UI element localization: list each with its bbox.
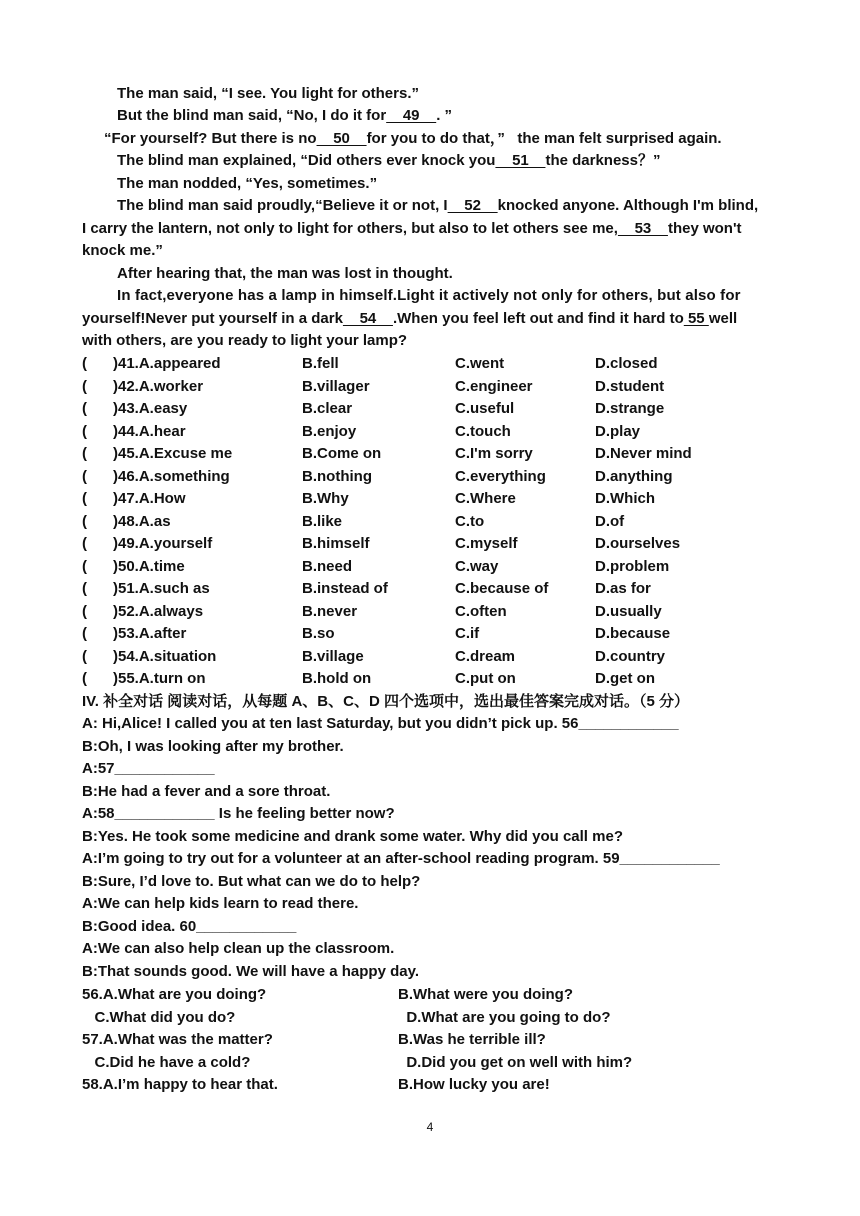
story-line — [104, 129, 722, 149]
question-option-b: B.himself — [302, 535, 370, 552]
question-option-c: C.dream — [455, 647, 516, 665]
question-option-d: D.closed — [595, 355, 658, 372]
question-option-b: B.Come on — [302, 445, 382, 462]
dialogue-line: A:58____________ Is he feeling better now? — [82, 805, 395, 822]
question-option-a: )53.A.after — [113, 625, 187, 642]
option-left: 57.A.What was the matter? — [82, 1031, 273, 1048]
story-text: . ” — [436, 107, 453, 124]
story-line: with others, are you ready to light your lamp? — [82, 332, 408, 349]
question-option-a: )44.A.hear — [113, 422, 186, 440]
blank-51: 51 — [495, 152, 546, 169]
question-option-b: B.instead of — [302, 580, 388, 597]
option-right: B.What were you doing? — [398, 986, 573, 1003]
question-option-a: )52.A.always — [113, 602, 204, 620]
question-option-c: C.because of — [455, 580, 549, 597]
dialogue-line: B:Sure, I’d love to. But what can we do to help? — [82, 872, 421, 890]
dialogue-line: A: Hi,Alice! I called you at ten last Saturday, but you didn’t pick up. 56____________ — [82, 715, 679, 732]
option-right: B.How lucky you are! — [398, 1076, 550, 1093]
question-option-b: B.like — [302, 512, 343, 530]
question-option-d: D.strange — [595, 400, 665, 417]
answer-paren: ( — [82, 400, 87, 417]
answer-paren: ( — [82, 355, 87, 372]
option-left: C.What did you do? — [82, 1008, 236, 1026]
question-option-c: C.touch — [455, 422, 511, 440]
blank-55: 55 — [683, 310, 709, 327]
question-option-a: )47.A.How — [113, 490, 186, 507]
story-line: In fact,everyone has a lamp in himself.Light it actively not only for others, but also for — [117, 287, 741, 304]
question-option-c: C.useful — [455, 400, 515, 417]
answer-paren: ( — [82, 647, 87, 665]
question-option-a: )46.A.something — [113, 467, 230, 485]
question-option-b: B.village — [302, 647, 364, 665]
answer-paren: ( — [82, 445, 87, 462]
question-option-b: B.enjoy — [302, 422, 357, 440]
question-option-a: )49.A.yourself — [113, 535, 213, 552]
story-line — [117, 151, 661, 171]
question-option-a: )43.A.easy — [113, 400, 188, 417]
question-option-b: B.clear — [302, 400, 353, 417]
story-text: yourself!Never put yourself in a dark — [82, 310, 343, 327]
option-left: 58.A.I’m happy to hear that. — [82, 1076, 278, 1093]
dialogue-line: B:Oh, I was looking after my brother. — [82, 737, 344, 755]
story-line — [82, 309, 737, 329]
story-text: for you to do that，” the man felt surprised again. — [366, 130, 722, 147]
question-option-c: C.if — [455, 625, 480, 642]
question-option-a: )45.A.Excuse me — [113, 445, 233, 462]
question-option-c: C.engineer — [455, 377, 533, 395]
question-option-b: B.never — [302, 602, 358, 620]
question-option-c: C.put on — [455, 670, 516, 687]
dialogue-line: B:That sounds good. We will have a happy day. — [82, 962, 419, 980]
answer-paren: ( — [82, 535, 87, 552]
question-option-d: D.anything — [595, 467, 673, 485]
question-option-d: D.as for — [595, 580, 651, 597]
question-option-c: C.Where — [455, 490, 516, 507]
question-option-d: D.problem — [595, 557, 670, 575]
answer-paren: ( — [82, 557, 87, 575]
story-line — [117, 196, 758, 216]
story-text: knocked anyone. Although I'm blind, — [497, 197, 759, 214]
question-option-b: B.Why — [302, 490, 349, 507]
answer-paren: ( — [82, 670, 87, 687]
option-right: D.Did you get on well with him? — [398, 1053, 633, 1071]
dialogue-line: B:He had a fever and a sore throat. — [82, 782, 331, 800]
question-option-c: C.myself — [455, 535, 518, 552]
question-option-c: C.I'm sorry — [455, 445, 533, 462]
answer-paren: ( — [82, 422, 87, 440]
story-line: After hearing that, the man was lost in thought. — [117, 265, 453, 282]
option-left: 56.A.What are you doing? — [82, 986, 267, 1003]
question-option-b: B.so — [302, 625, 335, 642]
question-option-d: D.usually — [595, 602, 662, 620]
question-option-b: B.need — [302, 557, 353, 575]
question-option-d: D.Never mind — [595, 445, 692, 462]
question-option-d: D.get on — [595, 670, 655, 687]
question-option-c: C.often — [455, 602, 507, 620]
story-line: The man nodded, “Yes, sometimes.” — [117, 175, 378, 192]
answer-paren: ( — [82, 580, 87, 597]
dialogue-line: A:I’m going to try out for a volunteer at an after-school reading program. 59____________ — [82, 850, 720, 867]
story-line: knock me.” — [82, 242, 163, 259]
blank-53: 53 — [617, 220, 668, 237]
question-option-d: D.of — [595, 512, 625, 530]
story-text: the darkness？” — [545, 152, 661, 169]
story-text: But the blind man said, “No, I do it for — [117, 107, 387, 124]
dialogue-line: A:We can help kids learn to read there. — [82, 895, 359, 912]
story-line — [117, 106, 452, 126]
blank-50: 50 — [316, 130, 367, 147]
dialogue-line: A:We can also help clean up the classroom. — [82, 940, 395, 957]
answer-paren: ( — [82, 467, 87, 485]
story-line — [82, 219, 742, 239]
blank-54: 54 — [342, 310, 393, 327]
answer-paren: ( — [82, 490, 87, 507]
question-option-b: B.hold on — [302, 670, 372, 687]
question-option-a: )48.A.as — [113, 512, 171, 530]
blank-52: 52 — [447, 197, 498, 214]
story-text: well — [708, 310, 738, 327]
option-right: D.What are you going to do? — [398, 1008, 611, 1026]
answer-paren: ( — [82, 377, 87, 395]
dialogue-line: A:57____________ — [82, 760, 215, 777]
blank-49: 49 — [386, 107, 437, 124]
question-option-d: D.student — [595, 377, 665, 395]
answer-paren: ( — [82, 625, 87, 642]
story-text: .When you feel left out and find it hard to — [392, 310, 684, 327]
question-option-c: C.to — [455, 512, 485, 530]
story-text: The blind man explained, “Did others ever knock you — [117, 152, 496, 169]
question-option-a: )41.A.appeared — [113, 355, 221, 372]
question-option-c: C.way — [455, 557, 499, 575]
story-text: I carry the lantern, not only to light for others, but also to let others see me, — [82, 220, 618, 237]
question-option-a: )51.A.such as — [113, 580, 210, 597]
question-option-b: B.nothing — [302, 467, 372, 485]
question-option-d: D.country — [595, 647, 666, 665]
question-option-a: )50.A.time — [113, 557, 185, 575]
story-text: they won't — [667, 220, 742, 237]
story-text: “For yourself? But there is no — [104, 130, 317, 147]
dialogue-line: B:Good idea. 60____________ — [82, 917, 297, 935]
question-option-a: )54.A.situation — [113, 647, 217, 665]
question-option-a: )55.A.turn on — [113, 670, 206, 687]
question-option-d: D.Which — [595, 490, 655, 507]
question-option-d: D.play — [595, 422, 641, 440]
story-text: The blind man said proudly,“Believe it or not, I — [117, 197, 448, 214]
question-option-d: D.ourselves — [595, 535, 681, 552]
page-number: 4 — [426, 1120, 434, 1134]
option-left: C.Did he have a cold? — [82, 1053, 251, 1071]
question-option-d: D.because — [595, 625, 671, 642]
answer-paren: ( — [82, 602, 87, 620]
option-right: B.Was he terrible ill? — [398, 1031, 546, 1048]
question-option-b: B.villager — [302, 377, 370, 395]
dialogue-line: B:Yes. He took some medicine and drank some water. Why did you call me? — [82, 827, 623, 845]
question-option-a: )42.A.worker — [113, 377, 204, 395]
question-option-c: C.everything — [455, 467, 546, 485]
story-line: The man said, “I see. You light for others.” — [117, 85, 419, 102]
section-heading: IV. 补全对话 阅读对话，从每题 A、B、C、D 四个选项中，选出最佳答案完成对话。（5 分） — [82, 693, 689, 710]
answer-paren: ( — [82, 512, 87, 530]
question-option-c: C.went — [455, 355, 505, 372]
question-option-b: B.fell — [302, 355, 339, 372]
